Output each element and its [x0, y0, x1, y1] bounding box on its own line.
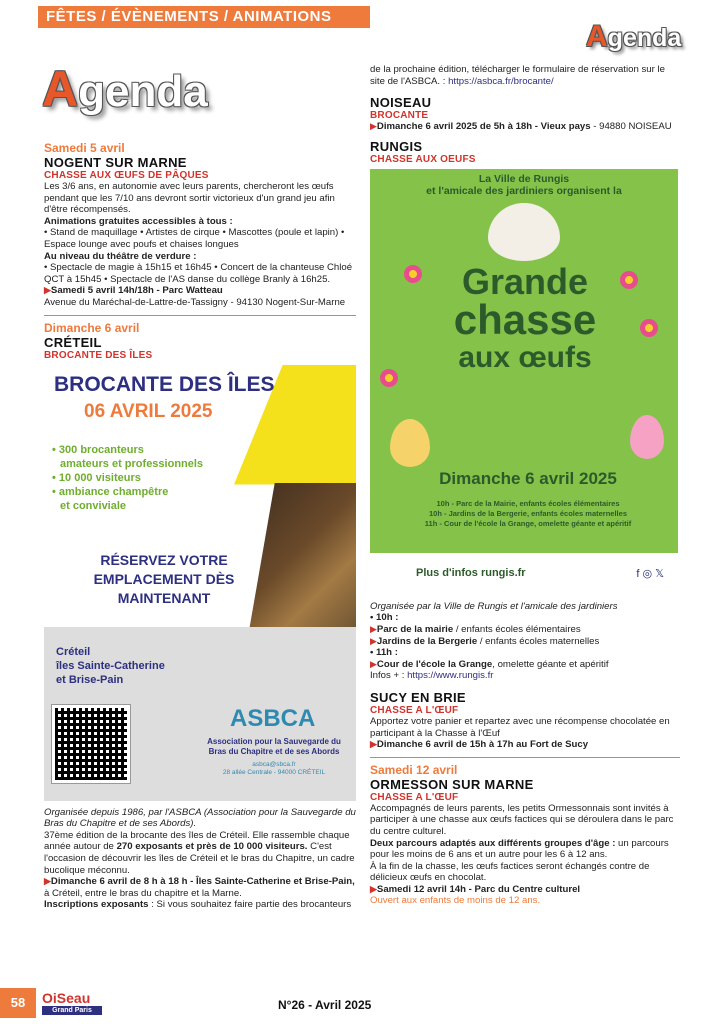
rungis-organised: Organisée par la Ville de Rungis et l'amicale des jardiniers [370, 600, 618, 612]
poster-date: 06 AVRIL 2025 [84, 400, 213, 422]
creteil-where: à Créteil, entre le bras du chapitre et la Marne. [44, 887, 242, 899]
asbca-link[interactable]: https://asbca.fr/brocante/ [448, 75, 554, 87]
rungis-11h: • 11h : [370, 647, 398, 659]
divider [370, 757, 680, 758]
nogent-when: ▶Samedi 5 avril 14h/18h - Parc Watteau [44, 285, 223, 297]
noiseau-event: BROCANTE [370, 110, 429, 122]
ormesson-when: ▶Samedi 12 avril 14h - Parc du Centre culturel [370, 883, 581, 895]
arrow-icon: ▶ [370, 739, 377, 750]
noiseau-city: NOISEAU [370, 95, 432, 111]
sucy-text: Apportez votre panier et repartez avec une récompense chocolatée en participant à la Chasse à l'Œuf [370, 715, 670, 739]
divider [44, 315, 356, 316]
asbca-logo: ASBCA Association pour la Sauvegarde du Bras du Chapitre et de ses Abords asbca@sbca.fr 28 allée Centrale - 94000 CRÉTEIL [207, 704, 341, 776]
brocante-poster [44, 365, 356, 801]
arrow-icon: ▶ [370, 883, 377, 894]
poster-list: • 300 brocanteurs amateurs et professionnels • 10 000 visiteurs • ambiance champêtre et conviviale [52, 443, 204, 512]
creteil-when: ▶Dimanche 6 avril de 8 h à 18 h - Îles Sainte-Catherine et Brise-Pain, [44, 876, 355, 888]
ormesson-event: CHASSE A L'ŒUF [370, 791, 459, 803]
ormesson-city: ORMESSON SUR MARNE [370, 776, 534, 792]
ormesson-note: Ouvert aux enfants de moins de 12 ans. [370, 895, 541, 907]
creteil-date: Dimanche 6 avril [44, 320, 140, 335]
asbca-continuation: de la prochaine édition, télécharger le formulaire de réservation sur le site de l'ASBCA. : https://asbca.fr/brocante/ [370, 64, 665, 87]
page-number: 58 [0, 988, 36, 1018]
magazine-logo: OiSeau Grand Paris [42, 990, 116, 1016]
rungis-link[interactable]: https://www.rungis.fr [407, 670, 494, 682]
poster-title: BROCANTE DES ÎLES [54, 372, 275, 396]
arrow-icon: ▶ [44, 285, 51, 296]
nogent-address: Avenue du Maréchal-de-Lattre-de-Tassigny - 94130 Nogent-Sur-Marne [44, 296, 346, 308]
poster-reserve: RÉSERVEZ VOTRE EMPLACEMENT DÈS MAINTENANT [93, 551, 235, 606]
rungis-poster-infos: Plus d'infos rungis.fr [416, 566, 526, 579]
egg-icon [390, 419, 430, 467]
nogent-intro: Les 3/6 ans, en autonomie avec leurs parents, chercheront les œufs pendant que les 7/10 ans devront sortir victorieux d'un grand jeu afin d'être récompensés. [44, 181, 335, 216]
flower-icon [640, 319, 658, 337]
sucy-when: ▶Dimanche 6 avril de 15h à 17h au Fort de Sucy [370, 739, 589, 751]
egg-icon [630, 415, 664, 459]
nogent-free-title: Animations gratuites accessibles à tous : [44, 215, 233, 227]
arrow-icon: ▶ [370, 121, 377, 132]
noiseau-when: ▶Dimanche 6 avril 2025 de 5h à 18h - Vieux pays - 94880 NOISEAU [370, 121, 672, 133]
left-column [44, 140, 356, 911]
creteil-organised: Organisée depuis 1986, par l'ASBCA (Association pour la Sauvegarde du Bras du Chapitre et de ses Abords). [44, 806, 356, 830]
rungis-poster-top: La Ville de Rungis et l'amicale des jardiniers organisent la [426, 172, 622, 197]
section-header: FÊTES / ÉVÈNEMENTS / ANIMATIONS [38, 6, 370, 28]
creteil-inscriptions: Inscriptions exposants : Si vous souhaitez faire partie des brocanteurs [44, 899, 352, 911]
nogent-event: CHASSE AUX ŒUFS DE PÂQUES [44, 170, 209, 181]
rungis-infos: Infos + : https://www.rungis.fr [370, 670, 494, 682]
nogent-free-text: • Stand de maquillage • Artistes de cirque • Mascottes (poule et lapin) • Espace lounge avec poufs et chaises longues [44, 227, 345, 250]
sucy-event: CHASSE A L'ŒUF [370, 704, 459, 716]
qr-code-icon [52, 705, 130, 783]
nogent-date: Samedi 5 avril [44, 141, 125, 155]
poster-location: Créteil îles Sainte-Catherine et Brise-Pain [56, 645, 165, 686]
ormesson-groups: Deux parcours adaptés aux différents groupes d'âge : un parcours pour les moins de 6 ans et un autre pour les 6 à 12 ans. [370, 837, 669, 861]
rungis-poster-date: Dimanche 6 avril 2025 [439, 468, 617, 488]
nogent-theatre-title: Au niveau du théâtre de verdure : [44, 250, 197, 262]
rungis-line-3: ▶Cour de l'école la Grange, omelette géante et apéritif [370, 658, 609, 670]
ormesson-date: Samedi 12 avril [370, 762, 458, 777]
agenda-logo-small: Agenda [586, 20, 682, 53]
egg-icon [488, 203, 560, 261]
creteil-city: CRÉTEIL [44, 334, 102, 350]
rungis-poster-schedule: 10h - Parc de la Mairie, enfants écoles élémentaires 10h - Jardins de la Bergerie, enfants écoles maternelles 11h - Cour de l'école la Grange, omelette géante et apéritif [424, 498, 632, 528]
rungis-event: CHASSE AUX OEUFS [370, 153, 476, 165]
social-icons: f ◎ 𝕏 [636, 567, 664, 580]
creteil-edition: 37ème édition de la brocante des îles de Créteil. Elle rassemble chaque année autour de 270 exposants et près de 10 000 visiteurs. C'est l'occasion de découvrir les îles de Créteil et le bras du Chapitre, un cadre bucolique méconnu. [44, 829, 355, 876]
flower-icon [380, 369, 398, 387]
arrow-icon: ▶ [44, 876, 51, 887]
sucy-city: SUCY EN BRIE [370, 689, 466, 705]
rungis-line-2: ▶Jardins de la Bergerie / enfants écoles maternelles [370, 635, 600, 647]
issue-number: N°26 - Avril 2025 [278, 998, 372, 1012]
nogent-city: NOGENT SUR MARNE [44, 155, 187, 170]
arrow-icon: ▶ [370, 658, 377, 669]
arrow-icon: ▶ [370, 635, 377, 646]
ormesson-end: À la fin de la chasse, les œufs factices seront échangés contre de délicieux œufs en chocolat. [370, 860, 650, 884]
creteil-event: BROCANTE DES ÎLES [44, 349, 153, 361]
rungis-poster [370, 169, 678, 595]
rungis-10h: • 10h : [370, 612, 399, 624]
rungis-line-1: ▶Parc de la mairie / enfants écoles élémentaires [370, 623, 581, 635]
arrow-icon: ▶ [370, 623, 377, 634]
right-column [370, 64, 680, 907]
nogent-theatre-text: • Spectacle de magie à 15h15 et 16h45 • Concert de la chanteuse Chloé QCT à 15h45 • Spectacle de l'AS danse du collège Branly à 16h25. [44, 262, 353, 285]
agenda-logo-big: Agenda [42, 61, 208, 117]
rungis-poster-title: Grande chasse aux œufs [453, 260, 597, 374]
rungis-city: RUNGIS [370, 138, 423, 154]
ormesson-text: Accompagnés de leurs parents, les petits Ormessonnais sont invités à participer à une chasse aux œufs factices qui se déroulera dans le parc du centre culturel. [370, 802, 674, 837]
